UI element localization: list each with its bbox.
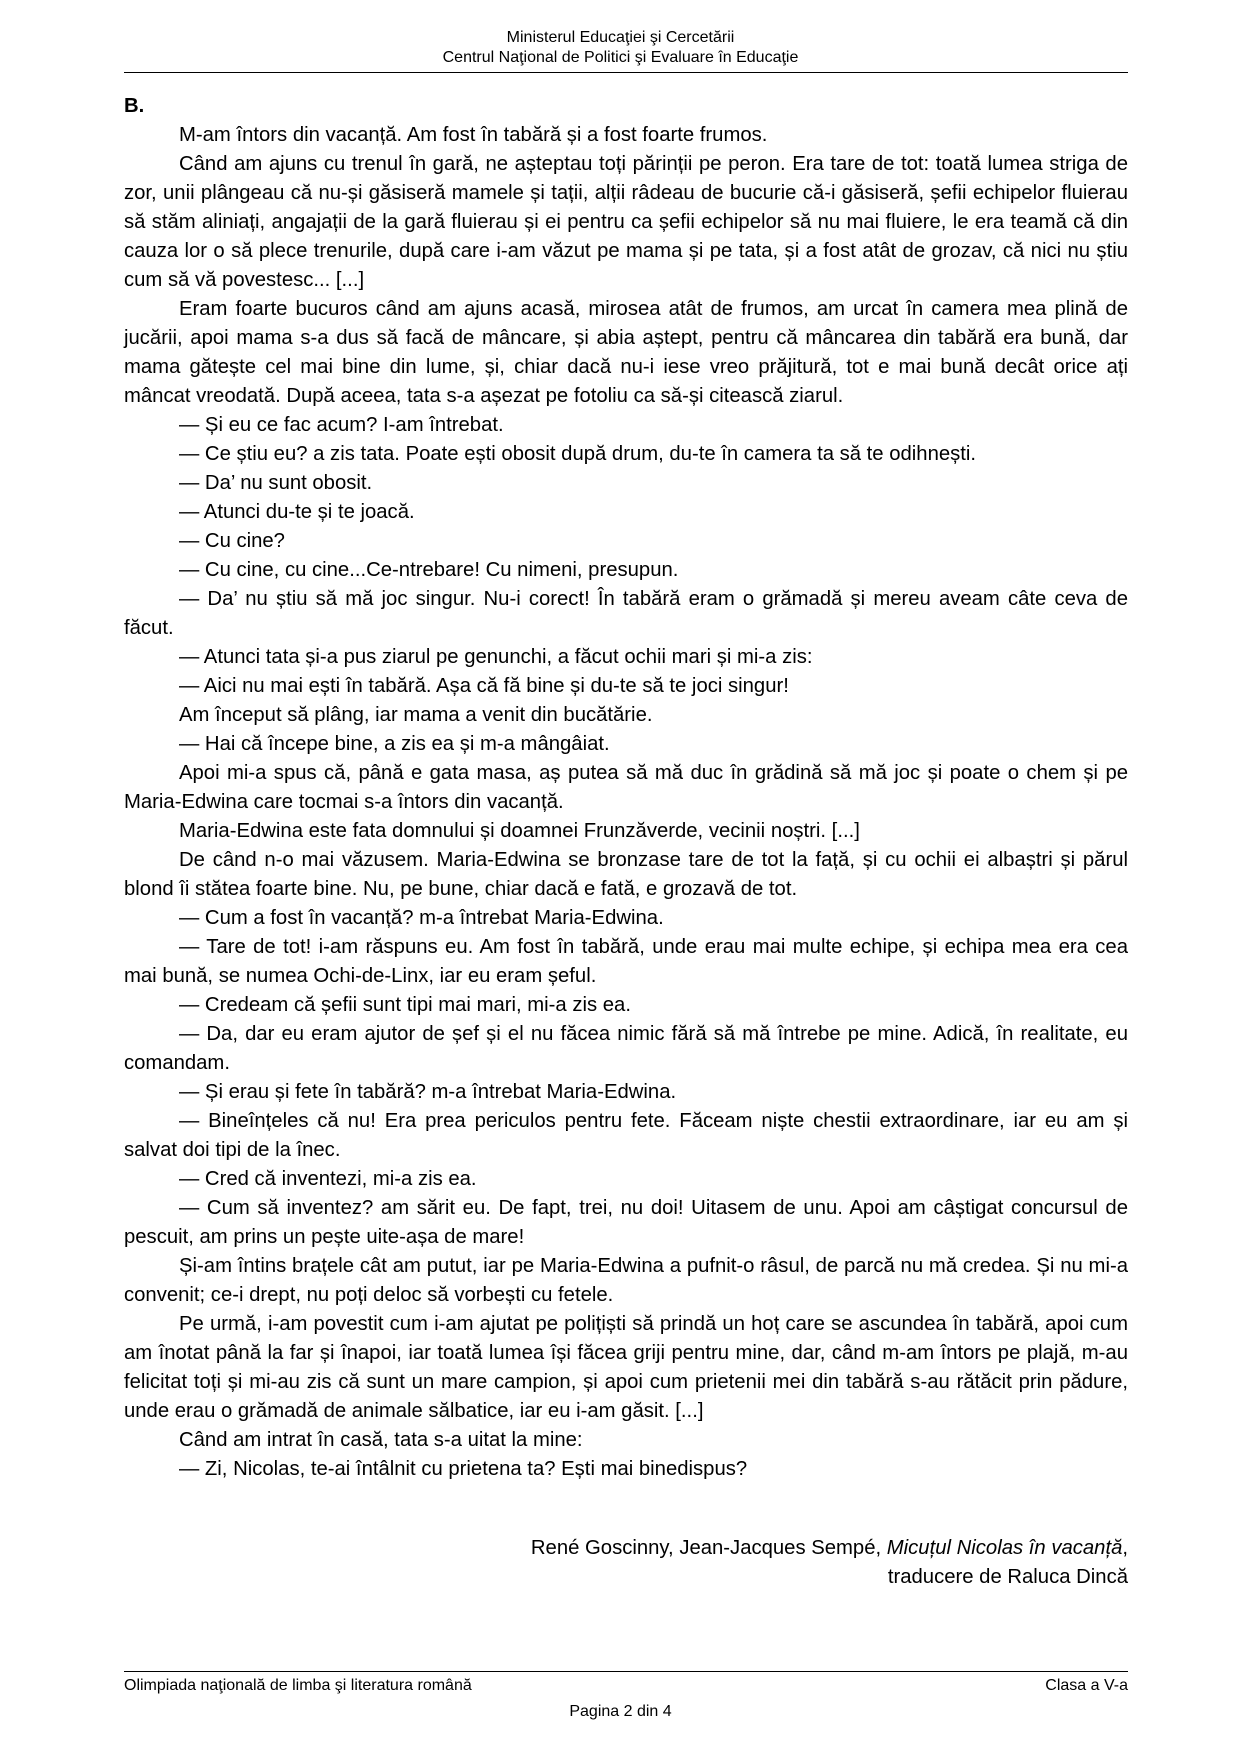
story-body xyxy=(124,92,1128,1484)
dialogue-line: — Da’ nu știu să mă joc singur. Nu-i corect! În tabără eram o grămadă și mereu aveam câte ceva de făcut. xyxy=(124,588,1128,639)
attribution-line-1 xyxy=(531,1534,1128,1563)
dialogue-line: — Cred că inventezi, mi-a zis ea. xyxy=(179,1168,477,1190)
paragraph: Și-am întins brațele cât am putut, iar pe Maria-Edwina a pufnit-o râsul, de parcă nu mă credea. Și nu mi-a convenit; ce-i drept, nu poți deloc să vorbești cu fetele. xyxy=(124,1255,1128,1306)
paragraph: Când am ajuns cu trenul în gară, ne așteptau toți părinții pe peron. Era tare de tot: toată lumea striga de zor, unii plângeau că nu-și găsiseră mamele și tații, alții râdeau de bucurie că-i găsiseră, șefii echipelor fluierau să stăm aliniați, angajații de la gară fluierau și ei pentru ca șefii echipelor să nu mai fluiere, le era teamă că din cauza lor o să plece trenurile, după care i-am văzut pe mama și pe tata, și a fost atât de grozav, că nici nu știu cum să vă povestesc... [...] xyxy=(124,153,1128,291)
attribution-comma: , xyxy=(1122,1537,1128,1559)
dialogue-line: — Cum să inventez? am sărit eu. De fapt, trei, nu doi! Uitasem de unu. Apoi am câștigat concursul de pescuit, am prins un pește uite-așa de mare! xyxy=(124,1197,1128,1248)
page-header xyxy=(0,28,1241,68)
attribution-title: Micuțul Nicolas în vacanță xyxy=(886,1537,1123,1559)
dialogue-line: — Tare de tot! i-am răspuns eu. Am fost în tabără, unde erau mai multe echipe, și echipa mea era cea mai bună, se numea Ochi-de-Linx, iar eu eram șeful. xyxy=(124,936,1128,987)
dialogue-line: — Credeam că șefii sunt tipi mai mari, mi-a zis ea. xyxy=(179,994,631,1016)
dialogue-line: — Atunci du-te și te joacă. xyxy=(179,501,415,523)
footer-olympiad: Olimpiada naţională de limba şi literatura română xyxy=(124,1677,472,1694)
dialogue-line: — Și erau și fete în tabără? m-a întrebat Maria-Edwina. xyxy=(179,1081,677,1103)
dialogue-line: — Aici nu mai ești în tabără. Așa că fă bine și du-te să te joci singur! xyxy=(179,675,789,697)
header-center: Centrul Naţional de Politici şi Evaluare în Educaţie xyxy=(442,49,799,66)
dialogue-line: — Zi, Nicolas, te-ai întâlnit cu prietena ta? Ești mai binedispus? xyxy=(179,1458,748,1480)
attribution-authors: René Goscinny, Jean-Jacques Sempé, xyxy=(530,1537,887,1559)
section-letter: B. xyxy=(124,95,145,117)
dialogue-line: — Cum a fost în vacanță? m-a întrebat Maria-Edwina. xyxy=(179,907,664,929)
header-divider xyxy=(124,72,1128,73)
attribution-translator: traducere de Raluca Dincă xyxy=(887,1566,1128,1588)
dialogue-line: — Da, dar eu eram ajutor de șef și el nu făcea nimic fără să mă întrebe pe mine. Adică, în realitate, eu comandam. xyxy=(124,1023,1128,1074)
page-number: Pagina 2 din 4 xyxy=(569,1703,672,1720)
paragraph: M-am întors din vacanță. Am fost în tabără și a fost foarte frumos. xyxy=(179,124,768,146)
paragraph: De când n-o mai văzusem. Maria-Edwina se bronzase tare de tot la față, și cu ochii ei albaștri și părul blond îi stătea foarte bine. Nu, pe bune, chiar dacă e fată, e grozavă de tot. xyxy=(124,849,1128,900)
dialogue-line: — Și eu ce fac acum? I-am întrebat. xyxy=(179,414,504,436)
dialogue-line: — Da’ nu sunt obosit. xyxy=(179,472,373,494)
footer-grade: Clasa a V-a xyxy=(1045,1677,1128,1694)
dialogue-line: — Bineînțeles că nu! Era prea periculos pentru fete. Făceam niște chestii extraordinare, iar eu am și salvat doi tipi de la înec. xyxy=(124,1110,1128,1161)
source-attribution xyxy=(531,1534,1128,1592)
dialogue-line: — Ce știu eu? a zis tata. Poate ești obosit după drum, du-te în camera ta să te odihnești. xyxy=(179,443,977,465)
dialogue-line: — Cu cine? xyxy=(179,530,285,552)
paragraph: Eram foarte bucuros când am ajuns acasă, mirosea atât de frumos, am urcat în camera mea plină de jucării, apoi mama s-a dus să facă de mâncare, și abia aștept, pentru că mâncarea din tabără era bună, dar mama gătește cel mai bine din lume, și, chiar dacă nu-i iese vreo prăjitură, tot e mai bună decât orice ați mâncat vreodată. După aceea, tata s-a așezat pe fotoliu ca să-și citească ziarul. xyxy=(124,298,1128,407)
paragraph: Maria-Edwina este fata domnului și doamnei Frunzăverde, vecinii noștri. [...] xyxy=(179,820,860,842)
paragraph: Am început să plâng, iar mama a venit din bucătărie. xyxy=(179,704,653,726)
paragraph: Apoi mi-a spus că, până e gata masa, aș putea să mă duc în grădină să mă joc și poate o chem și pe Maria-Edwina care tocmai s-a întors din vacanță. xyxy=(124,762,1128,813)
dialogue-line: — Atunci tata și-a pus ziarul pe genunchi, a făcut ochii mari și mi-a zis: xyxy=(179,646,813,668)
dialogue-line: — Hai că începe bine, a zis ea și m-a mângâiat. xyxy=(179,733,610,755)
header-ministry: Ministerul Educaţiei şi Cercetării xyxy=(506,29,735,46)
paragraph: Când am intrat în casă, tata s-a uitat la mine: xyxy=(179,1429,583,1451)
paragraph: Pe urmă, i-am povestit cum i-am ajutat pe polițiști să prindă un hoț care se ascundea în tabără, apoi cum am înotat până la far și înapoi, iar toată lumea își făcea griji pentru mine, dar, când m-am întors pe plajă, m-au felicitat toți și mi-au zis că sunt un mare campion, și apoi cum prietenii mei din tabără s-au rătăcit prin pădure, unde erau o grămadă de animale sălbatice, iar eu i-am găsit. [...] xyxy=(124,1313,1128,1422)
footer-divider xyxy=(124,1671,1128,1672)
dialogue-line: — Cu cine, cu cine...Ce-ntrebare! Cu nimeni, presupun. xyxy=(179,559,679,581)
